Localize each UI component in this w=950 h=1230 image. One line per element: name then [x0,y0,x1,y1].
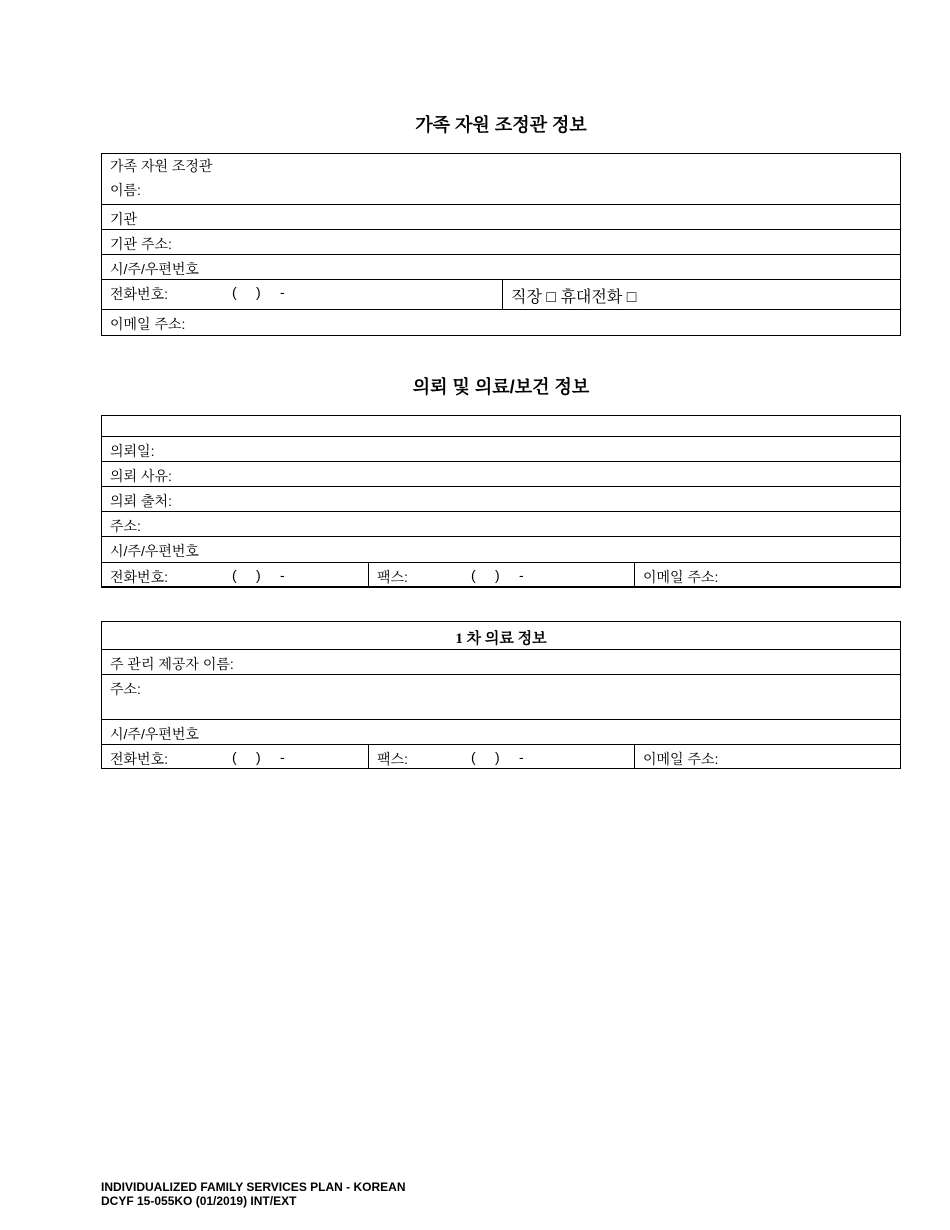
city-state-zip-row[interactable] [102,719,900,744]
section3-title: 1 차 의료 정보 [455,631,547,647]
phone-row[interactable] [102,279,900,309]
agency-address-label: 기관 주소: [110,236,172,252]
email-field[interactable]: 이메일 주소: [634,563,900,586]
referral-reason-label: 의뢰 사유: [110,468,172,484]
phone-field[interactable] [102,280,502,309]
provider-name-label: 주 관리 제공자 이름: [110,656,234,672]
paren-open: ( [232,567,237,583]
address-label: 주소: [110,681,141,697]
phone-type-checkboxes[interactable]: 직장 □ 휴대전화 □ [502,280,900,309]
primary-care-header-row [102,622,900,649]
coordinator-name-row[interactable] [102,154,900,204]
section2-title: 의뢰 및 의료/보건 정보 [412,377,590,397]
email-row[interactable] [102,309,900,335]
city-state-zip-label: 시/주/우편번호 [110,261,199,277]
fax-label: 팩스: [377,569,408,585]
address-row[interactable] [102,511,900,536]
paren-open: ( [232,284,237,300]
referral-reason-row[interactable] [102,461,900,486]
referral-source-label: 의뢰 출처: [110,493,172,509]
footer-form-title: INDIVIDUALIZED FAMILY SERVICES PLAN - KOREAN [101,1180,406,1194]
paren-close: ) [256,567,261,583]
email-field[interactable]: 이메일 주소: [634,745,900,768]
agency-row[interactable] [102,204,900,229]
paren-close: ) [256,284,261,300]
email-label: 이메일 주소: [110,316,186,332]
dash: - [280,567,285,583]
paren-close: ) [495,749,500,765]
coordinator-table [101,153,901,336]
referral-source-row[interactable] [102,486,900,511]
blank-row[interactable] [102,416,900,436]
referral-date-row[interactable] [102,436,900,461]
phone-field[interactable] [102,563,368,586]
dash: - [280,749,285,765]
fax-label: 팩스: [377,751,408,767]
paren-open: ( [471,749,476,765]
phone-label: 전화번호: [110,286,168,302]
city-state-zip-label: 시/주/우편번호 [110,726,199,742]
paren-open: ( [471,567,476,583]
fax-field[interactable] [368,563,634,586]
contact-row[interactable] [102,562,900,586]
city-state-zip-row[interactable] [102,254,900,279]
address-label: 주소: [110,518,141,534]
dash: - [519,749,524,765]
footer-form-number: DCYF 15-055KO (01/2019) INT/EXT [101,1194,297,1208]
contact-row[interactable] [102,744,900,768]
referral-date-label: 의뢰일: [110,443,155,459]
referral-table [101,415,901,588]
phone-label: 전화번호: [110,569,168,585]
agency-label: 기관 [110,211,138,227]
paren-open: ( [232,749,237,765]
paren-close: ) [495,567,500,583]
section1-title: 가족 자원 조정관 정보 [415,115,587,135]
city-state-zip-label: 시/주/우편번호 [110,543,199,559]
address-row[interactable] [102,674,900,719]
name-label: 이름: [110,182,141,198]
footer [101,1180,405,1208]
agency-address-row[interactable] [102,229,900,254]
provider-name-row[interactable] [102,649,900,674]
phone-label: 전화번호: [110,751,168,767]
coordinator-label: 가족 자원 조정관 [110,158,213,174]
dash: - [519,567,524,583]
paren-close: ) [256,749,261,765]
dash: - [280,284,285,300]
fax-field[interactable] [368,745,634,768]
city-state-zip-row[interactable] [102,536,900,562]
phone-field[interactable] [102,745,368,768]
primary-care-table [101,621,901,769]
